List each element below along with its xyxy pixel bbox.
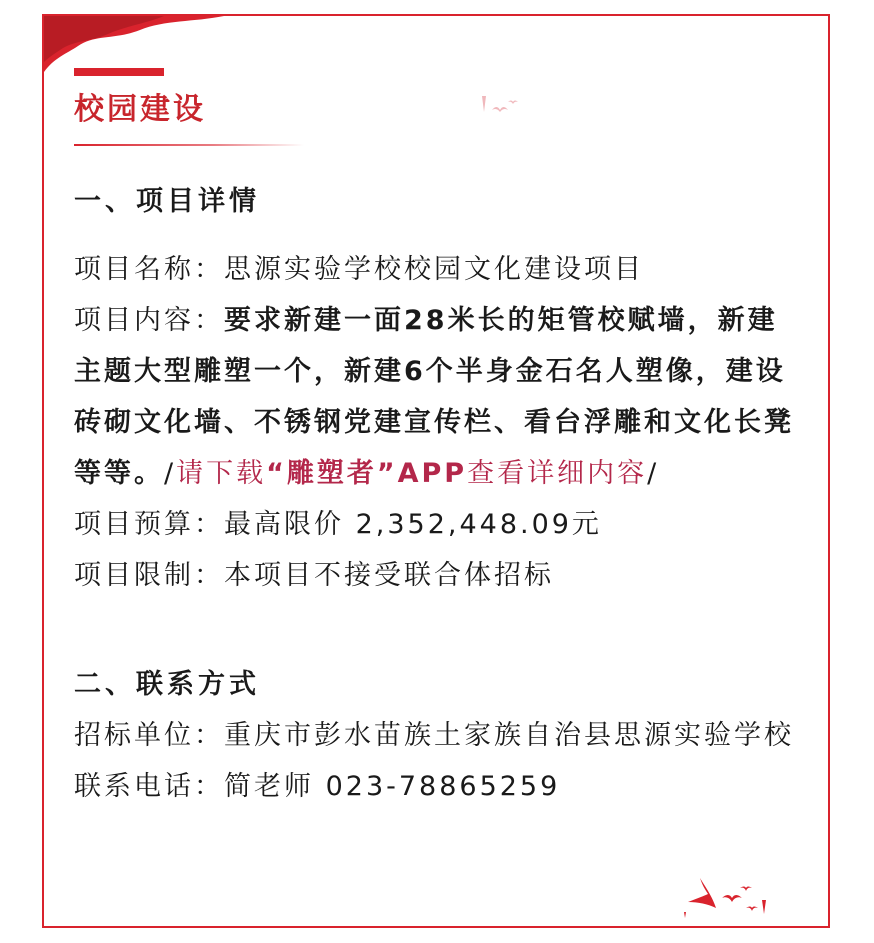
section-title: 校园建设	[74, 92, 206, 127]
project-name-value: 思源实验学校校园文化建设项目	[224, 254, 644, 285]
project-limit-value: 本项目不接受联合体招标	[224, 560, 554, 591]
project-content	[74, 295, 804, 499]
link-app-name: “雕塑者”APP	[266, 458, 468, 489]
contact-heading: 二、联系方式	[74, 669, 260, 700]
flying-birds-bottom-decoration	[682, 868, 792, 920]
red-ribbon-decoration	[44, 16, 224, 76]
link-close-slash: /	[647, 458, 660, 489]
project-limit	[74, 550, 804, 601]
contact-unit-value: 重庆市彭水苗族土家族自治县思源实验学校	[224, 720, 794, 751]
project-name-label: 项目名称：	[74, 254, 224, 285]
project-name	[74, 244, 804, 295]
project-budget-label: 项目预算：	[74, 509, 224, 540]
link-suffix: 查看详细内容	[467, 458, 648, 489]
article-content	[74, 176, 804, 812]
project-limit-label: 项目限制：	[74, 560, 224, 591]
project-heading: 一、项目详情	[74, 186, 260, 217]
project-content-label: 项目内容：	[74, 305, 224, 336]
project-budget-value: 最高限价 2,352,448.09元	[224, 509, 602, 540]
link-prefix: 请下载	[176, 458, 267, 489]
flying-birds-decoration	[474, 92, 524, 122]
title-underline	[74, 144, 304, 146]
contact-unit	[74, 710, 804, 761]
contact-unit-label: 招标单位：	[74, 720, 224, 751]
contact-phone-label: 联系电话：	[74, 771, 224, 802]
contact-phone	[74, 761, 804, 812]
contact-phone-value: 简老师 023-78865259	[224, 771, 561, 802]
link-open-slash: /	[164, 458, 177, 489]
content-card	[42, 14, 830, 928]
project-content-value: 要求新建一面28米长的矩管校赋墙，新建主题大型雕塑一个，新建6个半身金石名人塑像，建设砖砌文化墙、不锈钢党建宣传栏、看台浮雕和文化长凳等等。	[74, 305, 794, 489]
project-budget	[74, 499, 804, 550]
download-app-link[interactable]	[176, 458, 647, 489]
heading-accent-bar	[74, 68, 164, 76]
